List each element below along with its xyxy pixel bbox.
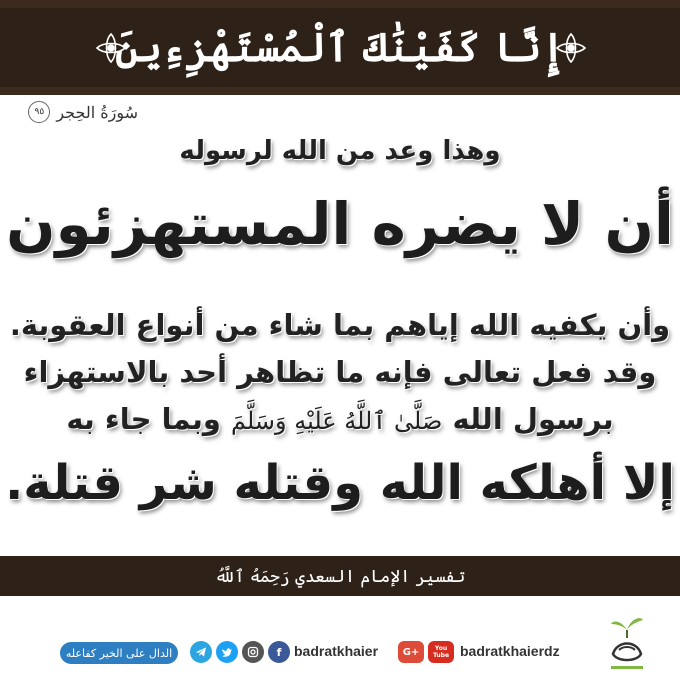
instagram-icon[interactable] [242, 641, 264, 663]
twitter-icon[interactable] [216, 641, 238, 663]
facebook-handle[interactable]: badratkhaier [294, 643, 379, 659]
verse-banner [0, 0, 680, 95]
text-line-3: وأن يكفيه الله إياهم بما شاء من أنواع العقوبة. [9, 308, 671, 342]
text-line-5-end: وبما جاء به [66, 402, 221, 436]
surah-number: ٩٥ [28, 101, 50, 123]
text-line-2-headline: أن لا يضره المستهزئون [6, 190, 674, 258]
tafsir-source: تفسير الإمام السعدي رَحِمَهُ ٱللَّهُ [214, 566, 466, 587]
slogan-pill: الدال على الخير كفاعله [60, 642, 178, 664]
surah-name: سُورَةُ الحِجر [56, 102, 138, 122]
text-line-1: وهذا وعد من الله لرسوله [179, 136, 501, 166]
surah-reference [18, 98, 138, 126]
google-plus-icon[interactable]: G+ [398, 641, 424, 663]
brand-logo-icon [603, 610, 651, 674]
telegram-icon[interactable] [190, 641, 212, 663]
text-line-6-headline: إلا أهلكه الله وقتله شر قتلة. [5, 455, 675, 511]
honorific-text: صَلَّىٰ ٱللَّهُ عَلَيْهِ وَسَلَّمَ [230, 407, 443, 435]
text-line-4: وقد فعل تعالى فإنه ما تظاهر أحد بالاستهزاء [23, 355, 657, 389]
youtube-icon[interactable]: You Tube [428, 641, 454, 663]
ornament-icon [553, 30, 589, 66]
quran-verse: إِنَّا كَفَيْنَٰكَ ٱلْمُسْتَهْزِءِينَ [115, 24, 565, 71]
youtube-handle[interactable]: badratkhaierdz [460, 643, 560, 659]
text-line-5-start: برسول الله [452, 402, 614, 436]
text-line-5 [0, 402, 680, 436]
facebook-icon[interactable]: f [268, 641, 290, 663]
source-banner [0, 556, 680, 596]
social-footer [0, 600, 680, 680]
